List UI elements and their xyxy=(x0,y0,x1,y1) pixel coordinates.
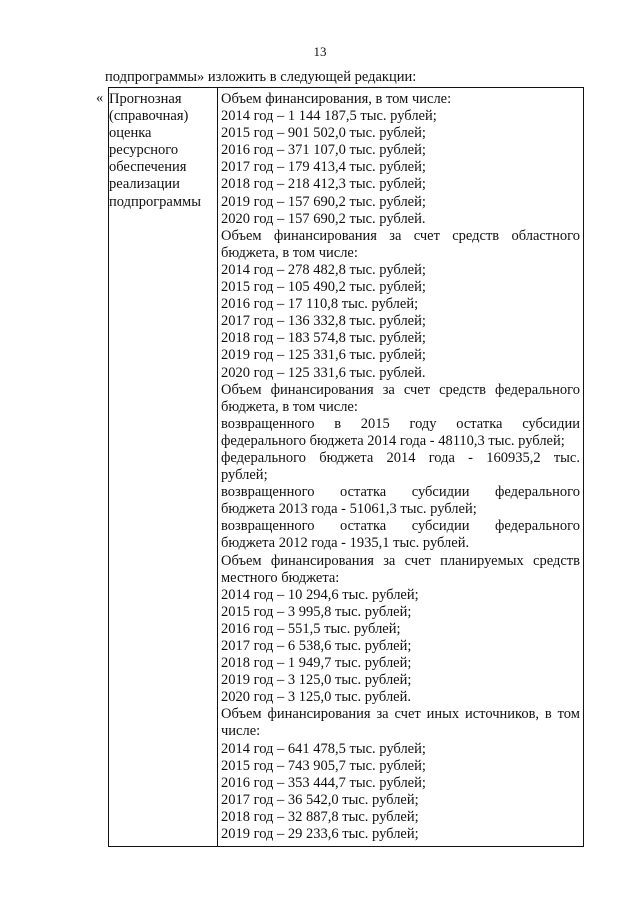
right-cell-line: 2020 год – 157 690,2 тыс. рублей. xyxy=(221,210,426,227)
right-cell-line: 2016 год – 353 444,7 тыс. рублей; xyxy=(221,774,426,791)
right-cell-line xyxy=(221,228,580,245)
page-number: 13 xyxy=(313,44,327,59)
left-cell-line: подпрограммы xyxy=(109,193,201,210)
word: счет xyxy=(403,381,431,398)
left-cell-line: обеспечения xyxy=(109,159,187,176)
right-cell-line: Объем финансирования, в том числе: xyxy=(221,91,452,107)
word: году xyxy=(409,415,437,432)
word: средств xyxy=(452,227,500,244)
word: 2015 xyxy=(360,415,390,432)
right-cell-line: 2019 год – 29 233,6 тыс. рублей; xyxy=(221,826,419,843)
right-cell-line xyxy=(221,706,580,723)
word: за xyxy=(383,552,396,569)
word: планируемых xyxy=(440,552,524,569)
word: федерального xyxy=(495,518,580,535)
right-cell-line: 2017 год – 136 332,8 тыс. рублей; xyxy=(221,313,426,330)
word: счет xyxy=(404,552,431,569)
right-cell-line: 2019 год – 125 331,6 тыс. рублей; xyxy=(221,347,426,364)
word: возвращенного xyxy=(221,415,315,432)
word: остатка xyxy=(339,484,387,501)
right-cell-line xyxy=(221,416,580,433)
word: источников, xyxy=(464,706,540,723)
word: возвращенного xyxy=(221,484,315,501)
right-cell-line: 2016 год – 371 107,0 тыс. рублей; xyxy=(221,142,426,159)
word: федерального xyxy=(495,484,580,501)
word: финансирования xyxy=(267,706,371,723)
word: финансирования xyxy=(270,552,374,569)
word: субсидии xyxy=(411,518,470,535)
right-cell-line: 2020 год – 3 125,0 тыс. рублей. xyxy=(221,689,412,706)
word: за xyxy=(389,227,402,244)
word: 160935,2 xyxy=(486,449,541,466)
right-cell-line: 2019 год – 3 125,0 тыс. рублей; xyxy=(221,672,412,689)
right-cell-line xyxy=(221,484,580,501)
word: счет xyxy=(394,706,421,723)
left-cell-line: реализации xyxy=(109,176,180,193)
right-cell-line: бюджета, в том числе: xyxy=(221,244,358,261)
word: - xyxy=(468,449,473,466)
right-cell-line: 2014 год – 1 144 187,5 тыс. рублей; xyxy=(221,108,437,125)
left-cell-line: оценка xyxy=(109,125,152,142)
right-cell-line xyxy=(221,553,580,570)
right-cell-line: 2016 год – 17 110,8 тыс. рублей; xyxy=(221,296,419,313)
right-cell-line: 2015 год – 901 502,0 тыс. рублей; xyxy=(221,125,426,142)
left-cell-line: (справочная) xyxy=(109,108,189,125)
word: том xyxy=(557,706,580,723)
right-cell-line: 2015 год – 105 490,2 тыс. рублей; xyxy=(221,279,426,296)
right-cell-line: федерального бюджета 2014 года - 48110,3 тыс. рублей; xyxy=(221,432,565,449)
left-cell-line: Прогнозная xyxy=(109,91,182,107)
right-cell-line: 2020 год – 125 331,6 тыс. рублей. xyxy=(221,364,426,381)
word: Объем xyxy=(221,381,262,398)
right-cell-line: местного бюджета: xyxy=(221,569,340,586)
word: года xyxy=(428,449,455,466)
right-cell-line: бюджета 2013 года - 51061,3 тыс. рублей; xyxy=(221,501,477,518)
column-divider xyxy=(217,88,218,846)
word: субсидии xyxy=(411,484,470,501)
right-cell-line: 2018 год – 32 887,8 тыс. рублей; xyxy=(221,808,419,825)
word: Объем xyxy=(221,552,262,569)
word: областного xyxy=(511,227,580,244)
word: федерального xyxy=(495,381,580,398)
word: финансирования xyxy=(270,381,374,398)
right-cell-line: 2017 год – 36 542,0 тыс. рублей; xyxy=(221,791,419,808)
word: за xyxy=(382,381,395,398)
word: средств xyxy=(533,552,580,569)
right-cell-line: 2016 год – 551,5 тыс. рублей; xyxy=(221,620,401,637)
word: 2014 xyxy=(386,449,416,466)
left-cell xyxy=(109,91,213,211)
word: Объем xyxy=(221,706,262,723)
word: средств xyxy=(439,381,487,398)
right-cell-line: 2018 год – 183 574,8 тыс. рублей; xyxy=(221,330,426,347)
right-cell-line: 2015 год – 3 995,8 тыс. рублей; xyxy=(221,603,412,620)
right-cell-line: 2017 год – 179 413,4 тыс. рублей; xyxy=(221,159,426,176)
right-cell-line: 2019 год – 157 690,2 тыс. рублей; xyxy=(221,193,426,210)
word: остатка xyxy=(339,518,387,535)
right-cell-line: 2017 год – 6 538,6 тыс. рублей; xyxy=(221,638,412,654)
word: в xyxy=(544,706,552,723)
right-cell-line: 2014 год – 278 482,8 тыс. рублей; xyxy=(221,261,426,278)
right-cell-line: 2018 год – 1 949,7 тыс. рублей; xyxy=(221,655,412,672)
right-cell-line: 2014 год – 10 294,6 тыс. рублей; xyxy=(221,586,419,603)
word: субсидии xyxy=(522,415,580,432)
word: тыс. xyxy=(553,449,580,466)
right-cell-line: рублей; xyxy=(221,467,268,484)
word: бюджета xyxy=(319,449,374,466)
right-cell xyxy=(221,91,580,843)
right-cell-line: бюджета 2012 года - 1935,1 тыс. рублей. xyxy=(221,535,470,552)
right-cell-line: бюджета, в том числе: xyxy=(221,398,358,415)
right-cell-line xyxy=(221,518,580,535)
right-cell-line: 2015 год – 743 905,7 тыс. рублей; xyxy=(221,757,426,774)
right-cell-line: числе: xyxy=(221,723,261,740)
word: возвращенного xyxy=(221,518,315,535)
opening-quote: « xyxy=(96,90,104,106)
word: Объем xyxy=(221,227,262,244)
intro-text: подпрограммы» изложить в следующей редакции: xyxy=(105,69,417,85)
right-cell-line xyxy=(221,382,580,399)
right-cell-line: 2014 год – 641 478,5 тыс. рублей; xyxy=(221,740,426,757)
right-cell-line: 2018 год – 218 412,3 тыс. рублей; xyxy=(221,176,426,193)
word: финансирования xyxy=(273,227,377,244)
right-cell-line xyxy=(221,450,580,467)
word: за xyxy=(376,706,389,723)
word: остатка xyxy=(456,415,503,432)
word: счет xyxy=(413,227,440,244)
word: иных xyxy=(426,706,460,723)
word: в xyxy=(334,415,342,432)
left-cell-line: ресурсного xyxy=(109,142,179,159)
resource-table xyxy=(108,87,584,847)
word: федерального xyxy=(221,449,306,466)
